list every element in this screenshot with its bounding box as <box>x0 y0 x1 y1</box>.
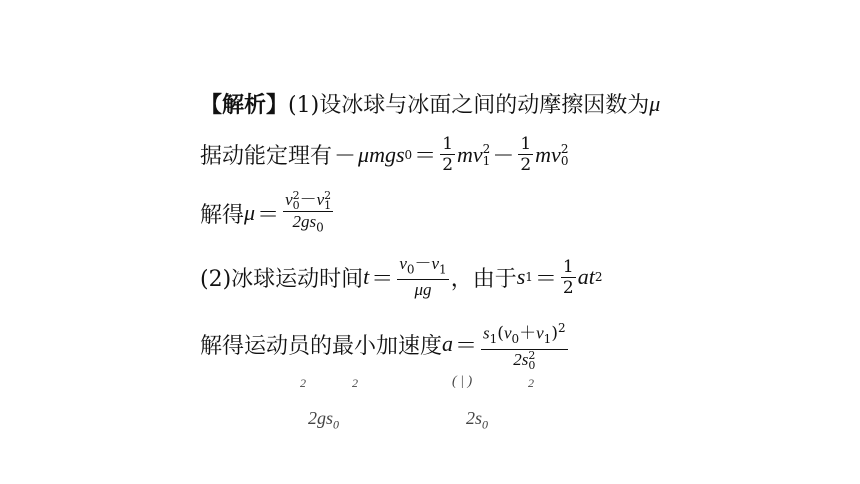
ghost-superscript: 2 <box>528 376 534 390</box>
ghost-denominator <box>308 408 339 433</box>
bracket-close: 】 <box>266 92 289 118</box>
minus-sign: － <box>299 190 317 210</box>
analysis-line-1 <box>200 88 660 119</box>
ghost-denominator <box>466 408 488 433</box>
mv-term: mv <box>457 141 483 167</box>
fraction-numerator <box>283 190 333 211</box>
mu-symbol: μ <box>244 200 256 226</box>
analysis-line-3 <box>200 190 335 237</box>
subscript: 1 <box>324 198 332 212</box>
fraction-numerator <box>481 318 568 349</box>
ghost-superscript: 2 <box>352 376 358 390</box>
half-fraction <box>561 257 576 298</box>
subscript: 1 <box>525 270 533 285</box>
ghost-subscript: 0 <box>333 417 340 432</box>
half-fraction <box>518 134 533 175</box>
subscript: 0 <box>406 262 415 277</box>
analysis-tag: 解析 <box>222 92 267 118</box>
superscript: 2 <box>528 348 536 362</box>
superscript: 2 <box>292 188 300 202</box>
s-symbol: s <box>516 264 526 290</box>
script-pair <box>483 143 491 167</box>
v-symbol: v <box>503 323 512 343</box>
fraction-denominator <box>290 212 325 237</box>
fraction-numerator: 1 <box>520 134 532 154</box>
subscript: 0 <box>404 147 413 162</box>
subscript: 1 <box>489 332 498 347</box>
fraction-denominator: μg <box>414 280 432 300</box>
mv-term: mv <box>535 141 561 167</box>
s-symbol: s <box>483 323 490 343</box>
v-symbol: v <box>431 254 440 273</box>
line5-text: 解得运动员的最小加速度 <box>200 333 443 359</box>
time-fraction <box>397 254 448 300</box>
paren-open: ( <box>497 323 504 344</box>
v-symbol: v <box>536 323 544 343</box>
subscript: 0 <box>528 358 536 372</box>
den-expr: 2s <box>513 350 529 370</box>
equals-sign: ＝ <box>371 266 394 292</box>
subscript: 1 <box>543 332 552 347</box>
equals-sign: ＝ <box>455 333 478 359</box>
subscript: 0 <box>560 153 569 168</box>
line2-text: 据动能定理有 <box>200 144 333 169</box>
fraction-denominator <box>511 350 537 371</box>
minus-sign: － <box>334 144 357 169</box>
fraction-numerator: 1 <box>562 256 574 277</box>
v-symbol: v <box>399 254 407 273</box>
subscript: 0 <box>511 332 520 347</box>
minus-sign: － <box>492 144 515 169</box>
ghost-den-expr: 2gs <box>308 408 334 428</box>
fraction-denominator: 2 <box>442 155 454 175</box>
subscript: 1 <box>439 262 447 277</box>
ghost-superscript: 2 <box>300 376 306 390</box>
v-symbol: v <box>316 190 325 209</box>
fraction-numerator: 1 <box>442 134 454 154</box>
t-symbol: t <box>363 264 370 290</box>
script-pair <box>561 143 569 167</box>
analysis-line-4 <box>200 254 603 300</box>
subscript: 0 <box>316 219 324 234</box>
acceleration-fraction <box>481 318 568 371</box>
ghost-subscript: 0 <box>482 417 489 432</box>
subscript: 1 <box>482 153 491 168</box>
analysis-line-2 <box>200 134 568 175</box>
a-symbol: a <box>442 331 454 357</box>
equals-sign: ＝ <box>534 266 557 292</box>
superscript: 2 <box>560 141 569 156</box>
mu-fraction <box>283 190 333 237</box>
fraction-denominator: 2 <box>562 277 574 298</box>
fraction-numerator <box>397 254 448 279</box>
superscript: 2 <box>482 141 491 156</box>
ghost-paren: ( | ) <box>452 374 473 389</box>
bracket-open: 【 <box>200 92 223 118</box>
line1-text: (1)设冰球与冰面之间的动摩擦因数为 <box>288 93 650 118</box>
script-pair <box>324 188 332 212</box>
plus-sign: ＋ <box>519 323 537 344</box>
script-pair <box>528 348 536 372</box>
line3-text: 解得 <box>200 202 245 228</box>
work-expr: μmgs <box>358 141 405 167</box>
subscript: 0 <box>292 198 300 212</box>
equals-sign: ＝ <box>414 144 437 169</box>
at-term: at <box>577 264 595 290</box>
fraction-denominator: 2 <box>520 155 532 175</box>
minus-sign: － <box>414 254 432 274</box>
half-fraction <box>440 134 455 175</box>
paren-close: ) <box>551 323 558 344</box>
ghost-den-expr: 2s <box>466 408 483 428</box>
mu-symbol: μ <box>649 90 661 116</box>
equals-sign: ＝ <box>257 202 280 228</box>
analysis-line-5 <box>200 318 570 371</box>
den-expr: 2gs <box>292 211 317 231</box>
comma-text: ，由于 <box>450 266 517 292</box>
line4-text: (2)冰球运动时间 <box>200 266 364 292</box>
superscript: 2 <box>324 188 332 202</box>
superscript: 2 <box>557 321 566 335</box>
v-symbol: v <box>285 190 293 209</box>
superscript: 2 <box>594 270 603 285</box>
script-pair <box>292 188 300 212</box>
